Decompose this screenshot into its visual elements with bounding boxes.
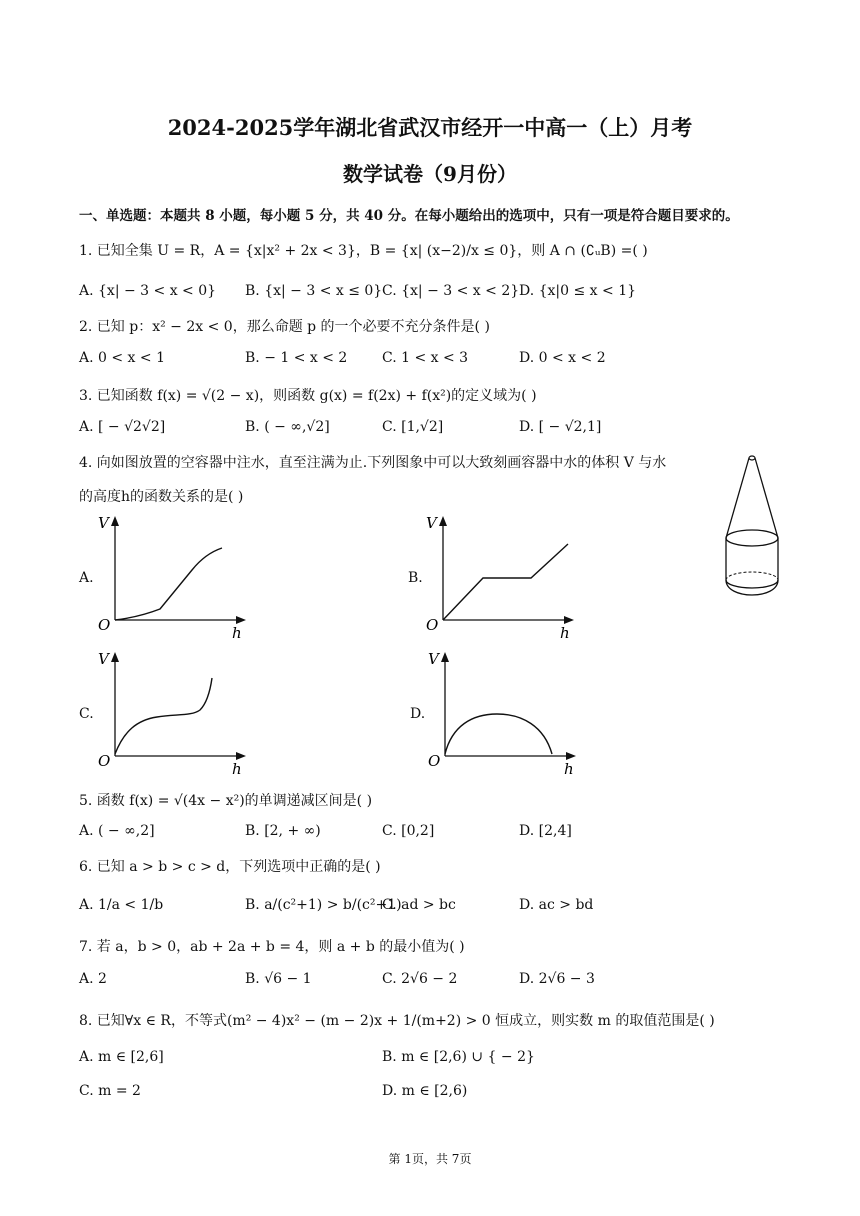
q4-option-d-label: D. [410,706,426,722]
q4-option-d-graph [422,646,582,778]
q3-option-a: A. [ − √2√2] [79,419,166,435]
q4-option-b-graph [420,510,580,642]
q7-option-c: C. 2√6 − 2 [382,971,458,987]
question-4-stem: 4. 向如图放置的空容器中注水，直至注满为止.下列图象中可以大致刻画容器中水的体积 V 与水 [79,455,667,471]
q4-option-a-graph [92,510,252,642]
q6-option-d: D. ac > bd [519,897,594,913]
q4-option-b-label: B. [408,570,423,586]
question-4-stem-cont: 的高度h的函数关系的是( ) [79,489,244,505]
y-axis-label: V [98,514,109,532]
q3-option-d: D. [ − √2,1] [519,419,602,435]
q4-option-c-label: C. [79,706,94,722]
q1-option-d: D. {x|0 ≤ x < 1} [519,283,637,299]
q2-option-b: B. − 1 < x < 2 [245,350,348,366]
question-1-stem: 1. 已知全集 U = R，A = {x|x² + 2x < 3}，B = {x| (x−2)/x ≤ 0}，则 A ∩ (∁ᵤB) =( ) [79,243,648,259]
question-7-stem: 7. 若 a，b > 0，ab + 2a + b = 4，则 a + b 的最小值为( ) [79,939,465,955]
q4-option-a-label: A. [79,570,94,586]
q5-option-a: A. ( − ∞,2] [79,823,155,839]
origin-label: O [98,616,111,634]
x-axis-label: h [232,624,242,642]
y-axis-label: V [428,650,439,668]
q4-option-c-graph [92,646,252,778]
y-axis-label: V [98,650,109,668]
q2-option-a: A. 0 < x < 1 [79,350,165,366]
q8-option-c: C. m = 2 [79,1083,141,1099]
q7-option-d: D. 2√6 − 3 [519,971,595,987]
q5-option-b: B. [2, + ∞) [245,823,321,839]
q8-option-d: D. m ∈ [2,6) [382,1083,468,1099]
x-axis-label: h [564,760,574,778]
curve-a [115,548,222,620]
q2-option-c: C. 1 < x < 3 [382,350,469,366]
question-2-stem: 2. 已知 p：x² − 2x < 0，那么命题 p 的一个必要不充分条件是( ) [79,319,490,335]
q7-option-a: A. 2 [79,971,107,987]
q3-option-b: B. ( − ∞,√2] [245,419,330,435]
question-5-stem: 5. 函数 f(x) = √(4x − x²)的单调递减区间是( ) [79,793,373,809]
origin-label: O [426,616,439,634]
exam-title: 2024-2025学年湖北省武汉市经开一中高一（上）月考 [167,115,693,140]
q6-option-c: C. ad > bc [382,897,456,913]
page-number: 第 1页，共 7页 [388,1152,472,1166]
q2-option-d: D. 0 < x < 2 [519,350,606,366]
question-3-stem: 3. 已知函数 f(x) = √(2 − x)，则函数 g(x) = f(2x) + f(x²)的定义域为( ) [79,388,537,404]
y-axis-label: V [426,514,437,532]
x-axis-label: h [232,760,242,778]
q1-option-a: A. {x| − 3 < x < 0} [79,283,217,299]
curve-b [443,544,568,620]
container-figure [718,450,788,620]
origin-label: O [428,752,441,770]
q5-option-d: D. [2,4] [519,823,572,839]
q8-option-b: B. m ∈ [2,6) ∪ { − 2} [382,1049,535,1065]
q6-option-a: A. 1/a < 1/b [79,897,164,913]
exam-subtitle: 数学试卷（9月份） [343,162,517,186]
q8-option-a: A. m ∈ [2,6] [79,1049,164,1065]
q3-option-c: C. [1,√2] [382,419,444,435]
q6-option-b: B. a/(c²+1) > b/(c²+1) [245,897,402,913]
curve-c [115,678,212,754]
curve-d [445,714,552,754]
q7-option-b: B. √6 − 1 [245,971,312,987]
section-heading: 一、单选题：本题共 8 小题，每小题 5 分，共 40 分。在每小题给出的选项中，只有一项是符合题目要求的。 [79,208,739,224]
question-8-stem: 8. 已知∀x ∈ R，不等式(m² − 4)x² − (m − 2)x + 1/(m+2) > 0 恒成立，则实数 m 的取值范围是( ) [79,1013,715,1029]
origin-label: O [98,752,111,770]
q1-option-b: B. {x| − 3 < x ≤ 0} [245,283,383,299]
q1-option-c: C. {x| − 3 < x < 2} [382,283,520,299]
q5-option-c: C. [0,2] [382,823,435,839]
x-axis-label: h [560,624,570,642]
question-6-stem: 6. 已知 a > b > c > d，下列选项中正确的是( ) [79,859,381,875]
